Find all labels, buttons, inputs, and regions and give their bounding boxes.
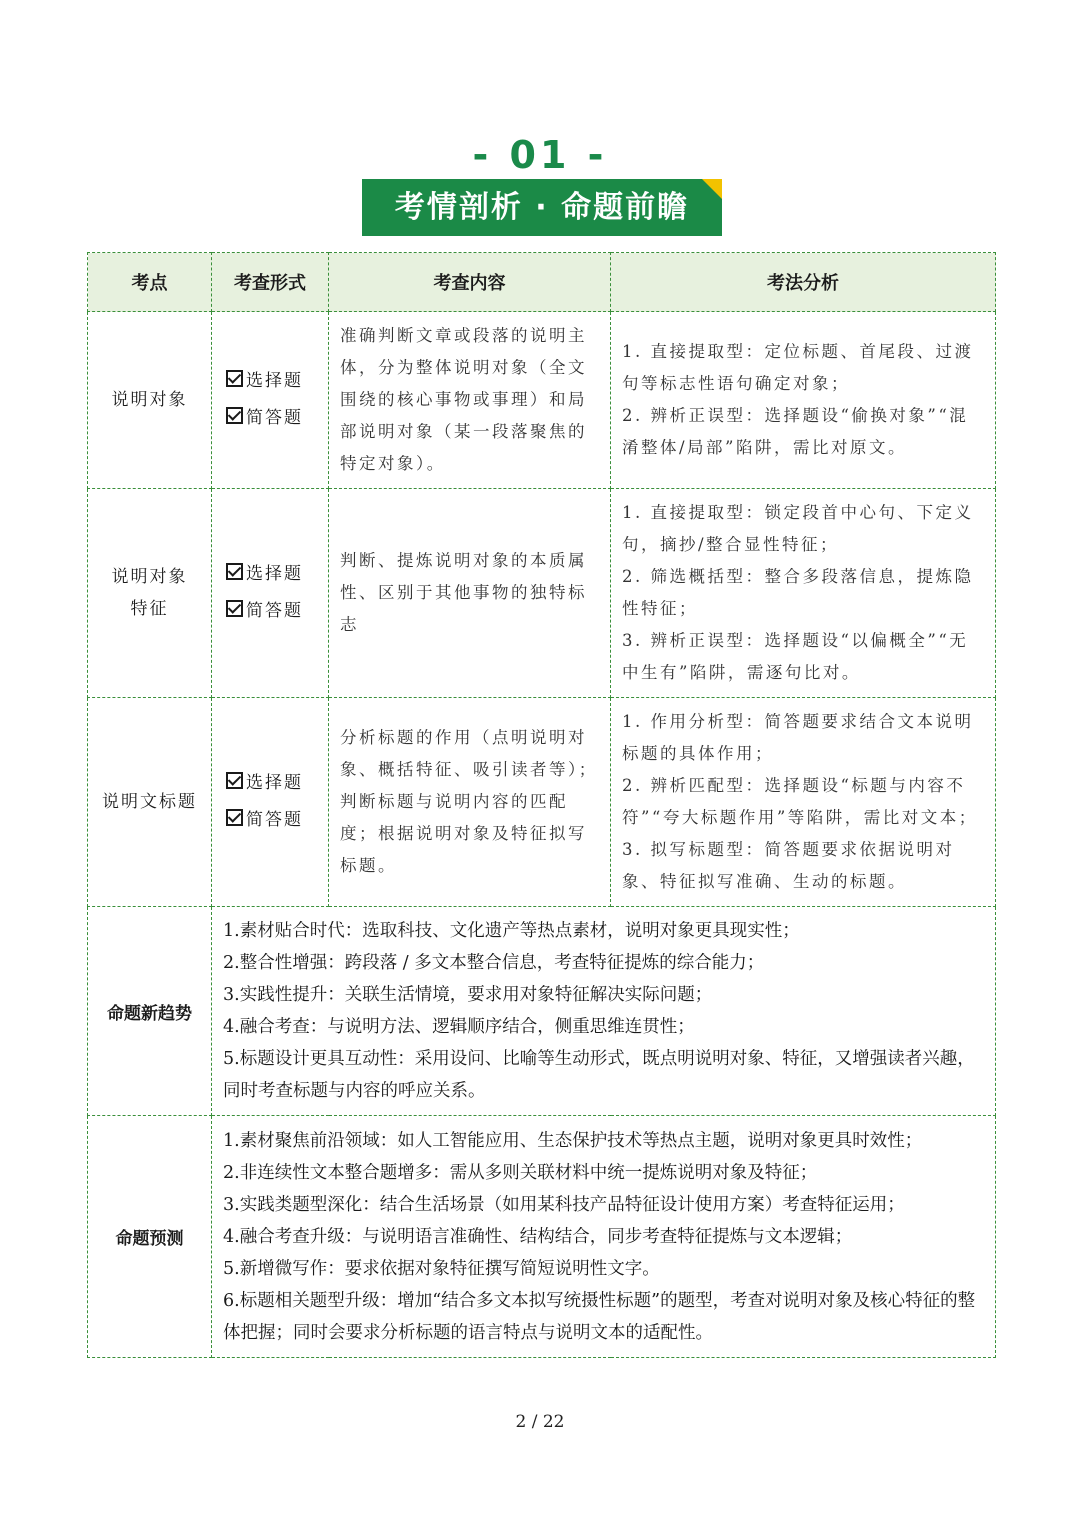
form-label: 简答题 <box>246 810 303 830</box>
banner-title: 考情剖析 · 命题前瞻 <box>394 190 690 225</box>
checkbox-checked-icon <box>226 600 243 617</box>
list-item: 5.新增微写作：要求依据对象特征撰写简短说明性文字。 <box>223 1258 660 1279</box>
trends-row <box>88 907 996 1116</box>
table-row <box>88 312 996 489</box>
analysis-item: 1. 作用分析型：简答题要求结合文本说明标题的具体作用； <box>622 712 974 763</box>
checkbox-checked-icon <box>226 809 243 826</box>
analysis-item: 2. 筛选概括型：整合多段落信息，提炼隐性特征； <box>622 567 974 618</box>
exam-content: 准确判断文章或段落的说明主体，分为整体说明对象（全文围绕的核心事物或事理）和局部说明对象（某一段落聚焦的特定对象）。 <box>329 312 611 489</box>
header-point: 考点 <box>88 253 212 312</box>
list-item: 3.实践类题型深化：结合生活场景（如用某科技产品特征设计使用方案）考查特征运用； <box>223 1194 905 1215</box>
exam-content: 分析标题的作用（点明说明对象、概括特征、吸引读者等）；判断标题与说明内容的匹配度；根据说明对象及特征拟写标题。 <box>329 698 611 907</box>
question-forms <box>212 312 329 489</box>
list-item: 2.整合性增强：跨段落 / 多文本整合信息，考查特征提炼的综合能力； <box>223 953 765 973</box>
trends-label: 命题新趋势 <box>88 907 212 1116</box>
form-label: 简答题 <box>246 601 303 621</box>
header-form: 考查形式 <box>212 253 329 312</box>
exam-point: 说明对象 特征 <box>88 489 212 698</box>
page-number: 2 / 22 <box>515 1412 565 1432</box>
checkbox-checked-icon <box>226 772 243 789</box>
header-analysis: 考法分析 <box>611 253 996 312</box>
form-label: 选择题 <box>246 564 303 584</box>
predictions-list <box>212 1116 996 1358</box>
exam-point: 说明对象 <box>88 312 212 489</box>
list-item: 3.实践性提升：关联生活情境，要求用对象特征解决实际问题； <box>223 985 713 1005</box>
checkbox-checked-icon <box>226 563 243 580</box>
checkbox-checked-icon <box>226 370 243 387</box>
exam-analysis-table <box>87 252 996 1358</box>
form-label: 简答题 <box>246 408 303 428</box>
exam-point: 说明文标题 <box>88 698 212 907</box>
table-row <box>88 698 996 907</box>
question-forms <box>212 489 329 698</box>
form-label: 选择题 <box>246 371 303 391</box>
trends-list <box>212 907 996 1116</box>
checkbox-checked-icon <box>226 407 243 424</box>
section-number: - 01 - <box>472 133 608 177</box>
form-label: 选择题 <box>246 773 303 793</box>
predictions-label: 命题预测 <box>88 1116 212 1358</box>
analysis-item: 3. 辨析正误型：选择题设“以偏概全”“无中生有”陷阱，需逐句比对。 <box>622 631 969 682</box>
predictions-row <box>88 1116 996 1358</box>
question-forms <box>212 698 329 907</box>
section-banner <box>362 179 722 236</box>
exam-analysis <box>611 489 996 698</box>
exam-analysis <box>611 698 996 907</box>
list-item: 4.融合考查：与说明方法、逻辑顺序结合，侧重思维连贯性； <box>223 1017 695 1037</box>
list-item: 1.素材贴合时代：选取科技、文化遗产等热点素材，说明对象更具现实性； <box>223 921 800 941</box>
list-item: 4.融合考查升级：与说明语言准确性、结构结合，同步考查特征提炼与文本逻辑； <box>223 1226 853 1247</box>
banner-corner-decoration <box>702 179 722 199</box>
analysis-item: 2. 辨析正误型：选择题设“偷换对象”“混淆整体/局部”陷阱，需比对原文。 <box>622 406 969 457</box>
exam-content: 判断、提炼说明对象的本质属性、区别于其他事物的独特标志 <box>329 489 611 698</box>
table-header-row <box>88 253 996 312</box>
table-row <box>88 489 996 698</box>
analysis-item: 2. 辨析匹配型：选择题设“标题与内容不符”“夸大标题作用”等陷阱，需比对文本； <box>622 776 978 827</box>
list-item: 6.标题相关题型升级：增加“结合多文本拟写统摄性标题”的题型，考查对说明对象及核心特征的整体把握；同时会要求分析标题的语言特点与说明文本的适配性。 <box>223 1290 976 1343</box>
list-item: 1.素材聚焦前沿领域：如人工智能应用、生态保护技术等热点主题，说明对象更具时效性； <box>223 1130 923 1151</box>
analysis-item: 3. 拟写标题型：简答题要求依据说明对象、特征拟写准确、生动的标题。 <box>622 840 955 891</box>
list-item: 5.标题设计更具互动性：采用设问、比喻等生动形式，既点明说明对象、特征，又增强读者兴趣，同时考查标题与内容的呼应关系。 <box>223 1049 975 1101</box>
analysis-item: 1. 直接提取型：锁定段首中心句、下定义句，摘抄/整合显性特征； <box>622 503 974 554</box>
exam-analysis <box>611 312 996 489</box>
header-content: 考查内容 <box>329 253 611 312</box>
analysis-item: 1. 直接提取型：定位标题、首尾段、过渡句等标志性语句确定对象； <box>622 342 974 393</box>
list-item: 2.非连续性文本整合题增多：需从多则关联材料中统一提炼说明对象及特征； <box>223 1162 818 1183</box>
